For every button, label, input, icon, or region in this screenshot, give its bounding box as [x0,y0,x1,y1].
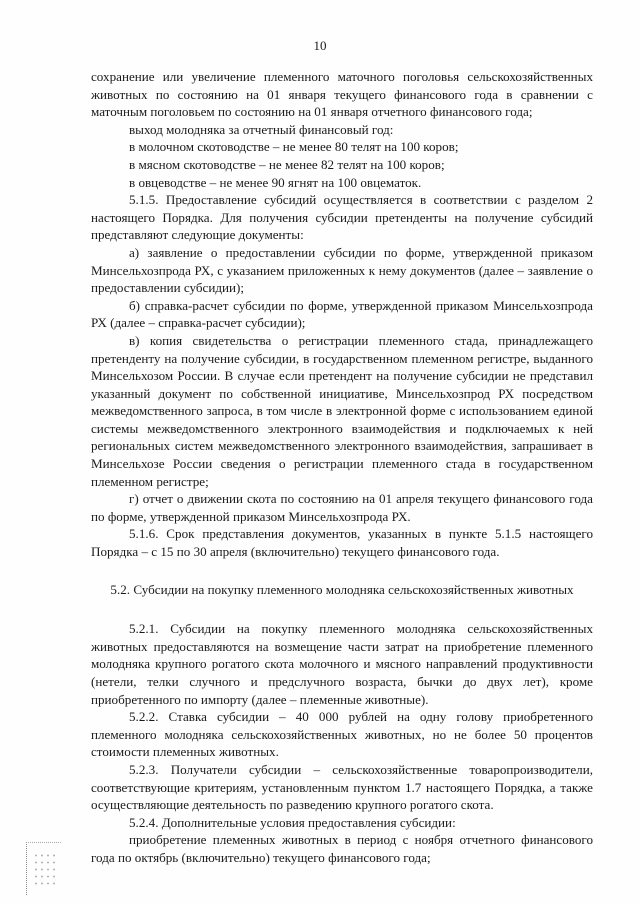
paragraph: в) копия свидетельства о регистрации племенного стада, принадлежащего претенденту на получение субсидии, в государственном племенном регистре, выданного Минсельхозом России. В случае если претендент на получение субсидии не представил указанный документ по собственной инициативе, Минсельхозпрод РХ посредством межведомственного запроса, в том числе в электронной форме с использованием единой системы межведомственного электронного взаимодействия и подключаемых к ней региональных систем межведомственного электронного взаимодействия, запрашивает в Минсельхозе России сведения о регистрации племенного стада в государственном племенном регистре; [91,332,593,489]
paragraph: в овцеводстве – не менее 90 ягнят на 100 овцематок. [129,174,422,190]
paragraph: 5.2.4. Дополнительные условия предоставления субсидии: [129,814,456,830]
paragraph: г) отчет о движении скота по состоянию на 01 апреля текущего финансового года по форме, утвержденной приказом Минсельхозпрода РХ. [91,491,593,524]
paragraph: сохранение или увеличение племенного маточного поголовья сельскохозяйственных животных по состоянию на 01 января текущего финансового года в сравнении с маточным поголовьем по состоянию на 01 января отчетного финансового года; [91,69,593,120]
paragraphs-after [91,620,593,866]
paragraph: 5.1.6. Срок представления документов, указанных в пункте 5.1.5 настоящего Порядка – с 15 по 30 апреля (включительно) текущего финансового года. [91,526,593,560]
paragraph: 5.1.5. Предоставление субсидий осуществляется в соответствии с разделом 2 настоящего Порядка. Для получения субсидии претенденты на получение субсидий представляют следующие документы: [91,192,593,243]
paragraph: в молочном скотоводстве – не менее 80 телят на 100 коров; [129,139,459,155]
paragraph: в мясном скотоводстве – не менее 82 телят на 100 коров; [129,156,445,172]
paragraph: приобретение племенных животных в период с ноября отчетного финансового года по октябрь (включительно) текущего финансового года; [91,832,593,865]
paragraphs-before [91,68,593,561]
page-number: 10 [313,38,327,53]
section-heading: 5.2. Субсидии на покупку племенного молодняка сельскохозяйственных животных [110,581,574,597]
paragraph: 5.2.2. Ставка субсидии – 40 000 рублей на одну голову приобретенного племенного молодняка сельскохозяйственных животных, но не более 50 процентов стоимости племенных животных. [91,709,593,760]
scan-noise [33,852,55,888]
paragraph: 5.2.3. Получатели субсидии – сельскохозяйственные товаропроизводители, соответствующие критериям, установленным пунктом 1.7 настоящего Порядка, а также осуществляющие деятельность по разведению крупного рогатого скота. [91,761,593,813]
paragraph: выход молодняка за отчетный финансовый год: [129,121,394,137]
paragraph: 5.2.1. Субсидии на покупку племенного молодняка сельскохозяйственных животных предоставляются на возмещение части затрат на приобретение племенного молодняка крупного рогатого скота молочного и мясного направлений продуктивности (нетели, телки случного и предслучного возраста, бычки до двух лет), кроме приобретенного по импорту (далее – племенные животные). [91,621,593,707]
paragraph: а) заявление о предоставлении субсидии по форме, утвержденной приказом Минсельхозпрода РХ, с указанием приложенных к нему документов (далее – заявление о предоставлении субсидии); [91,244,593,296]
document-body [91,68,593,867]
paragraph: б) справка-расчет субсидии по форме, утвержденной приказом Минсельхозпрода РХ (далее – справка-расчет субсидии); [91,297,593,331]
